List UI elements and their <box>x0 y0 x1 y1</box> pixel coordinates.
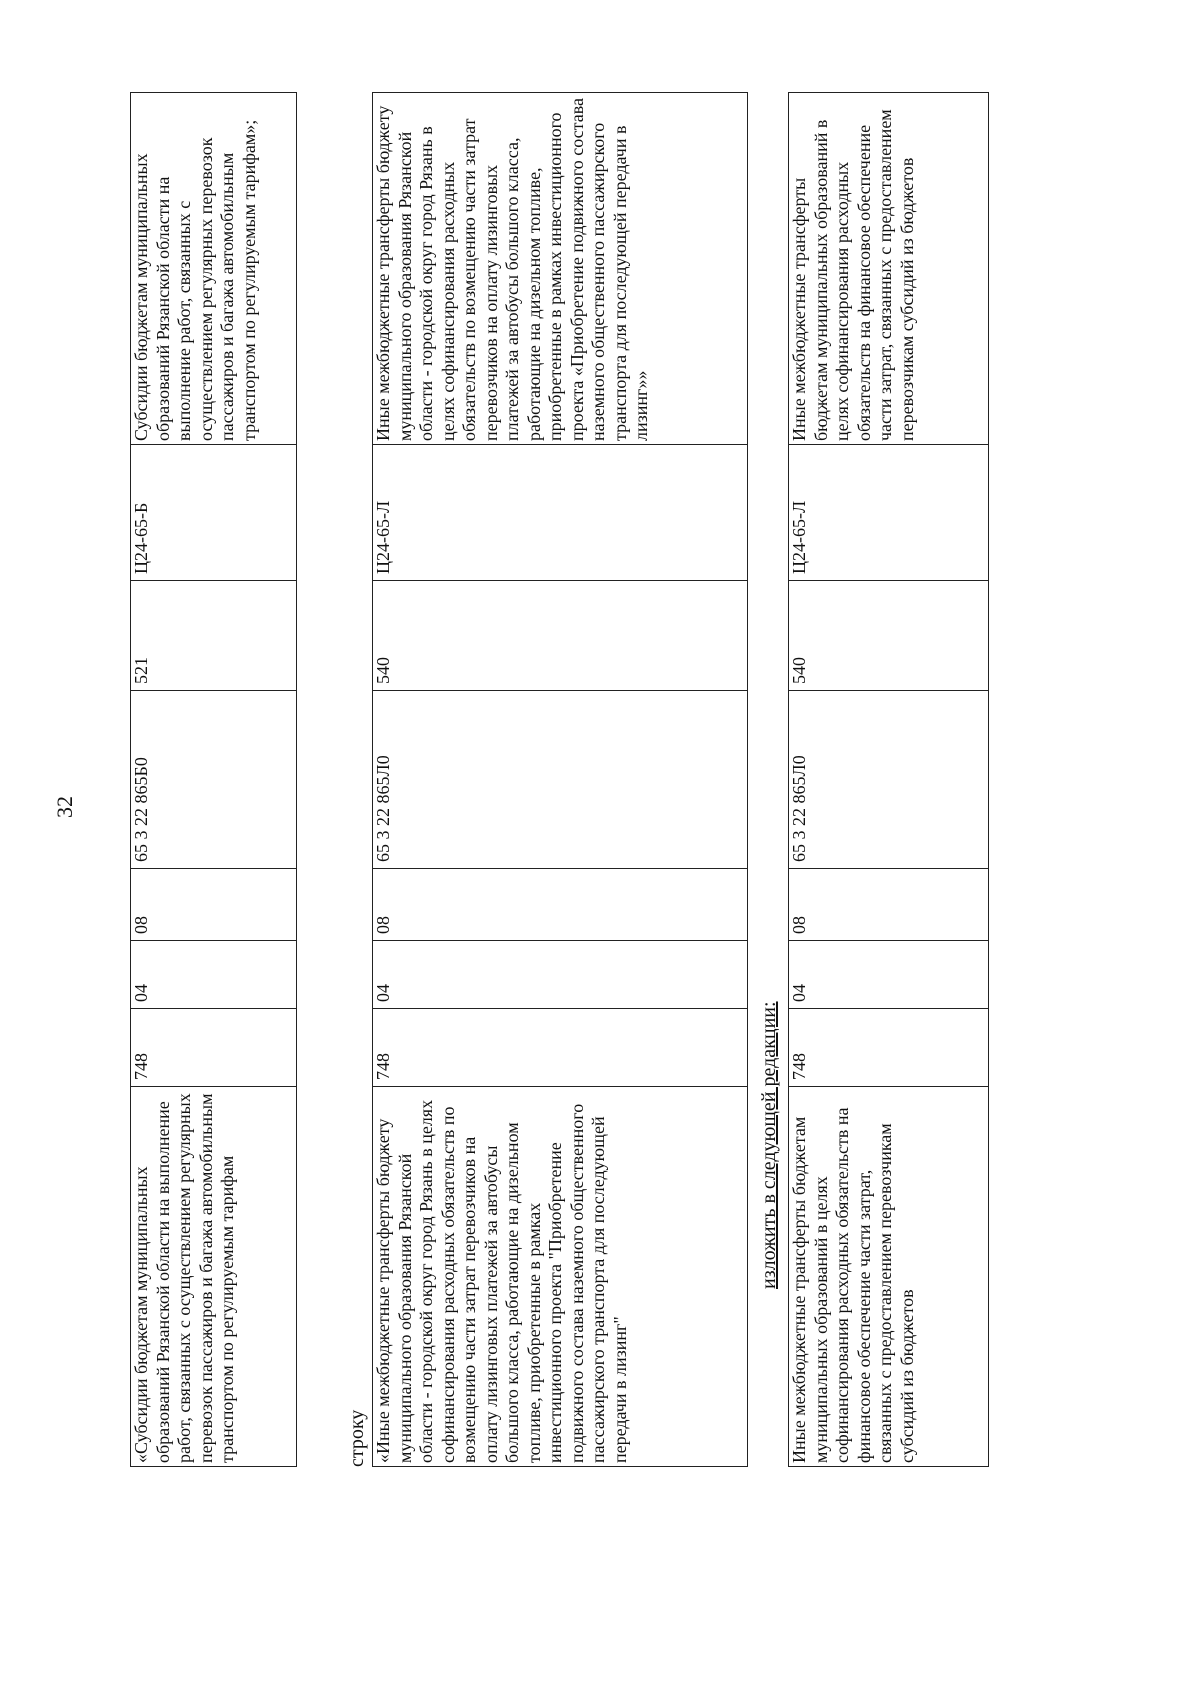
vr-cell: 540 <box>789 581 989 691</box>
budget-table-1 <box>130 92 297 1467</box>
pr-cell: 08 <box>373 869 748 941</box>
csr-cell: 65 3 22 865Б0 <box>131 691 297 869</box>
caption-stroku: строку <box>346 1409 368 1467</box>
budget-table-2 <box>372 92 748 1467</box>
csr-cell: 65 3 22 865Л0 <box>789 691 989 869</box>
pr-cell: 08 <box>131 869 297 941</box>
caption-izlozhit: изложить в следующей редакции: <box>758 1001 780 1289</box>
description-cell: Иные межбюджетные трансферты бюджетам муниципальных образований в целях софинансирования расходных обязательств на финансовое обеспечение части затрат, связанных с предоставлением перевозчикам субсидий из бюджетов <box>789 93 989 445</box>
grbs-cell: 748 <box>131 1009 297 1087</box>
vr-cell: 540 <box>373 581 748 691</box>
rz-cell: 04 <box>789 941 989 1009</box>
code-cell: Ц24-65-Л <box>373 445 748 581</box>
description-cell: Иные межбюджетные трансферты бюджету муниципального образования Рязанской области - городской округ город Рязань в целях софинансирования расходных обязательств по возмещению части затрат перевозчиков на оплату лизинговых платежей за автобусы большого класса, работающие на дизельном топливе, приобретенные в рамках инвестиционного проекта «Приобретение подвижного состава наземного общественного пассажирского транспорта для последующей передачи в лизинг»» <box>373 93 748 445</box>
code-cell: Ц24-65-Л <box>789 445 989 581</box>
code-cell: Ц24-65-Б <box>131 445 297 581</box>
description-cell: Субсидии бюджетам муниципальных образований Рязанской области на выполнение работ, связанных с осуществлением регулярных перевозок пассажиров и багажа автомобильным транспортом по регулируемым тарифам»; <box>131 93 297 445</box>
pr-cell: 08 <box>789 869 989 941</box>
row-name-cell: Иные межбюджетные трансферты бюджетам муниципальных образований в целях софинансирования расходных обязательств на финансовое обеспечение части затрат, связанных с предоставлением перевозчикам субсидий из бюджетов <box>789 1087 989 1467</box>
table-row <box>789 93 989 1467</box>
page-number: 32 <box>52 796 77 818</box>
row-name-cell: «Иные межбюджетные трансферты бюджету муниципального образования Рязанской области - городской округ город Рязань в целях софинансирования расходных обязательств по возмещению части затрат перевозчиков на оплату лизинговых платежей за автобусы большого класса, работающие на дизельном топливе, приобретенные в рамках инвестиционного проекта "Приобретение подвижного состава наземного общественного пассажирского транспорта для последующей передачи в лизинг" <box>373 1087 748 1467</box>
grbs-cell: 748 <box>789 1009 989 1087</box>
grbs-cell: 748 <box>373 1009 748 1087</box>
table-row <box>373 93 748 1467</box>
table-row <box>131 93 297 1467</box>
vr-cell: 521 <box>131 581 297 691</box>
rz-cell: 04 <box>131 941 297 1009</box>
row-name-cell: «Субсидии бюджетам муниципальных образований Рязанской области на выполнение работ, связанных с осуществлением регулярных перевозок пассажиров и багажа автомобильным транспортом по регулируемым тарифам <box>131 1087 297 1467</box>
budget-table-3 <box>788 92 989 1467</box>
csr-cell: 65 3 22 865Л0 <box>373 691 748 869</box>
rz-cell: 04 <box>373 941 748 1009</box>
